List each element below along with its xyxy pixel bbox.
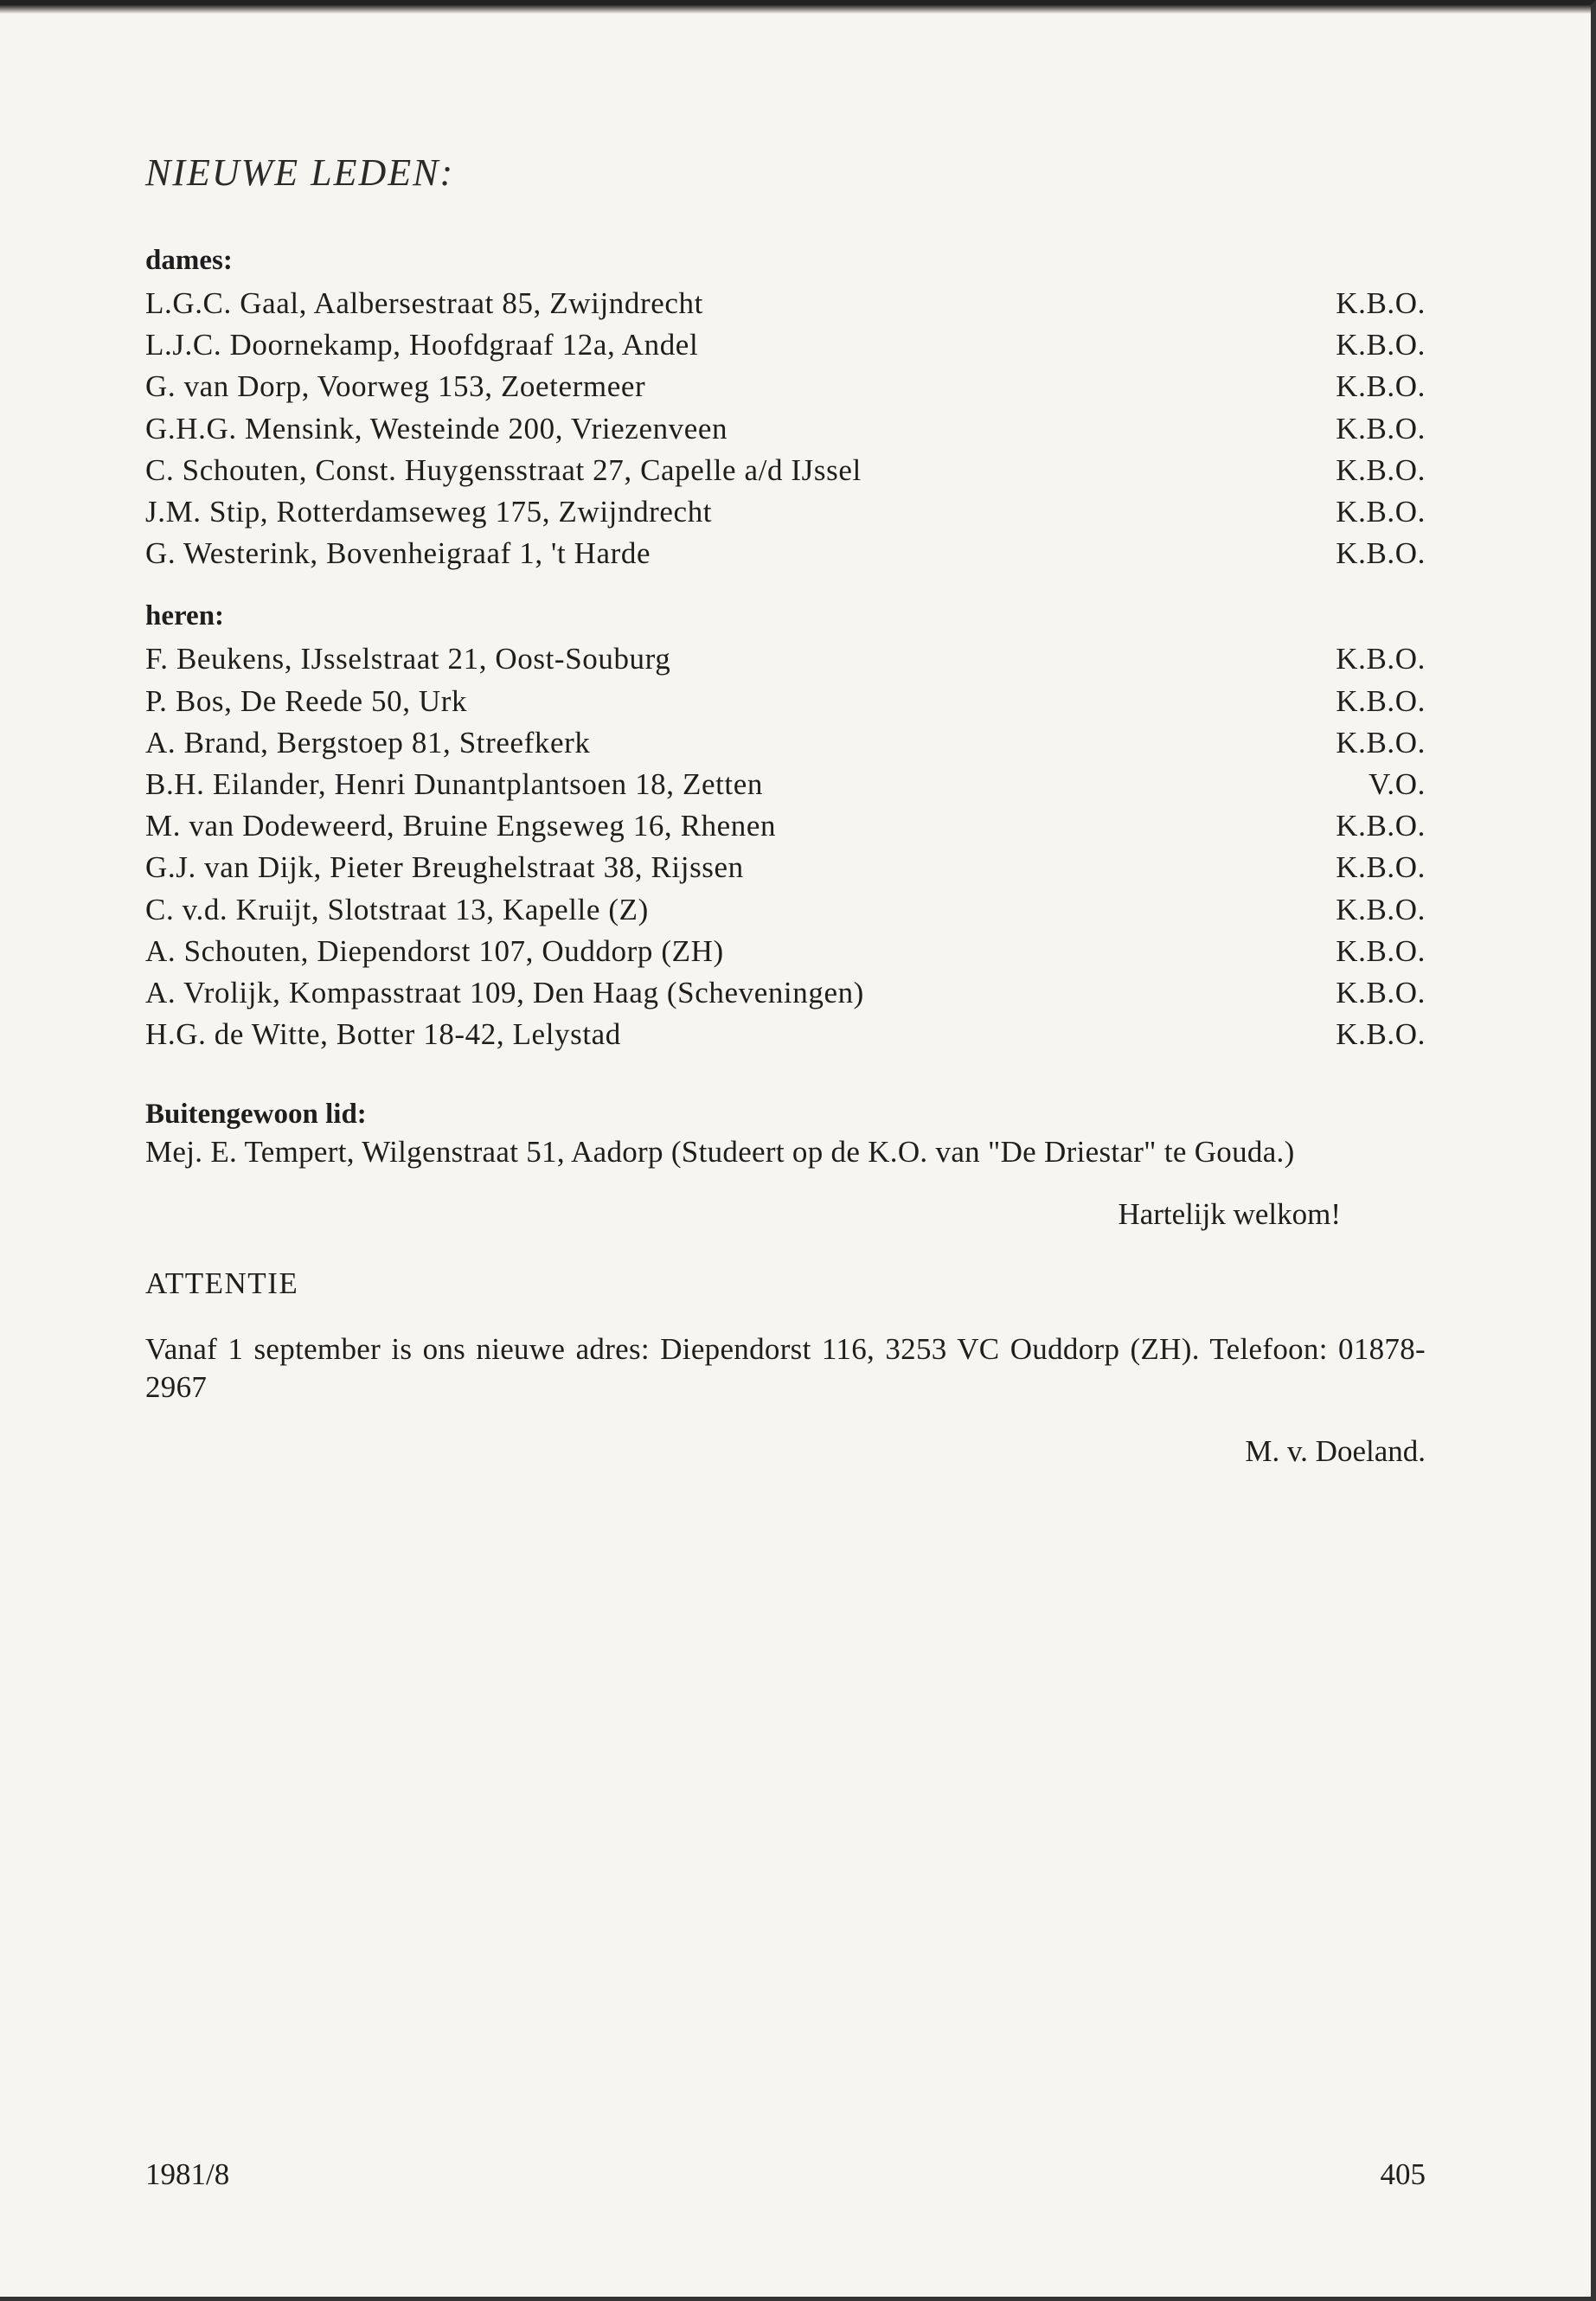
member-entry (145, 324, 1426, 366)
extra-member-text: Mej. E. Tempert, Wilgenstraat 51, Aadorp (Studeert op de K.O. van "De Driestar" te Gouda.) (145, 1135, 1295, 1170)
dames-heading: dames: (145, 245, 233, 276)
signature: M. v. Doeland. (1245, 1434, 1426, 1469)
member-organization: K.B.O. (1336, 850, 1426, 885)
welcome-text: Hartelijk welkom! (1118, 1197, 1341, 1232)
member-entry (145, 533, 1426, 574)
heren-heading: heren: (145, 600, 225, 632)
member-organization: K.B.O. (1336, 411, 1426, 445)
member-organization: K.B.O. (1336, 1017, 1426, 1052)
member-entry (145, 681, 1426, 722)
member-address: C. v.d. Kruijt, Slotstraat 13, Kapelle (Z) (145, 892, 649, 926)
member-address: L.G.C. Gaal, Aalbersestraat 85, Zwijndrecht (145, 286, 703, 320)
member-address: G. van Dorp, Voorweg 153, Zoetermeer (145, 369, 646, 404)
page-number: 405 (1380, 2157, 1426, 2191)
member-organization: K.B.O. (1336, 725, 1426, 760)
page-footer (145, 2157, 1426, 2192)
member-address: P. Bos, De Reede 50, Urk (145, 683, 468, 718)
member-address: L.J.C. Doornekamp, Hoofdgraaf 12a, Andel (145, 328, 699, 362)
member-organization: V.O. (1368, 767, 1426, 802)
member-organization: K.B.O. (1336, 328, 1426, 362)
issue-number: 1981/8 (145, 2157, 230, 2191)
member-organization: K.B.O. (1336, 683, 1426, 718)
member-entry (145, 1014, 1426, 1055)
member-entry (145, 408, 1426, 450)
extra-member-heading: Buitengewoon lid: (145, 1099, 367, 1131)
scan-edge (0, 5, 1591, 14)
member-organization: K.B.O. (1336, 809, 1426, 843)
member-address: M. van Dodeweerd, Bruine Engseweg 16, Rhenen (145, 809, 777, 843)
page-title: NIEUWE LEDEN: (145, 151, 455, 194)
member-organization: K.B.O. (1336, 933, 1426, 968)
member-address: G.J. van Dijk, Pieter Breughelstraat 38, Rijssen (145, 850, 744, 885)
member-entry (145, 931, 1426, 972)
member-organization: K.B.O. (1336, 452, 1426, 487)
member-address: H.G. de Witte, Botter 18-42, Lelystad (145, 1017, 621, 1052)
member-organization: K.B.O. (1336, 495, 1426, 529)
member-entry (145, 450, 1426, 491)
member-entry (145, 366, 1426, 407)
member-address: G. Westerink, Bovenheigraaf 1, 't Harde (145, 536, 651, 571)
member-address: F. Beukens, IJsselstraat 21, Oost-Souburg (145, 642, 671, 676)
member-address: C. Schouten, Const. Huygensstraat 27, Capelle a/d IJssel (145, 452, 862, 487)
member-entry (145, 638, 1426, 680)
member-organization: K.B.O. (1336, 892, 1426, 926)
dames-list (145, 283, 1426, 574)
member-organization: K.B.O. (1336, 286, 1426, 320)
member-organization: K.B.O. (1336, 642, 1426, 676)
member-entry (145, 491, 1426, 533)
member-entry (145, 764, 1426, 805)
member-entry (145, 283, 1426, 324)
member-address: A. Schouten, Diependorst 107, Ouddorp (ZH) (145, 933, 724, 968)
attention-heading: ATTENTIE (145, 1266, 299, 1301)
member-organization: K.B.O. (1336, 536, 1426, 571)
member-entry (145, 722, 1426, 764)
member-organization: K.B.O. (1336, 369, 1426, 404)
member-entry (145, 889, 1426, 931)
member-entry (145, 972, 1426, 1014)
member-address: A. Brand, Bergstoep 81, Streefkerk (145, 725, 591, 760)
member-entry (145, 847, 1426, 888)
member-entry (145, 805, 1426, 847)
member-address: J.M. Stip, Rotterdamseweg 175, Zwijndrecht (145, 495, 713, 529)
heren-list (145, 638, 1426, 1055)
member-address: A. Vrolijk, Kompasstraat 109, Den Haag (Scheveningen) (145, 976, 864, 1010)
member-address: G.H.G. Mensink, Westeinde 200, Vriezenveen (145, 411, 728, 445)
page-content (145, 151, 1426, 1471)
attention-text: Vanaf 1 september is ons nieuwe adres: Diependorst 116, 3253 VC Ouddorp (ZH). Telefoon: 01878-2967 (145, 1332, 1426, 1405)
member-address: B.H. Eilander, Henri Dunantplantsoen 18, Zetten (145, 767, 763, 802)
member-organization: K.B.O. (1336, 976, 1426, 1010)
